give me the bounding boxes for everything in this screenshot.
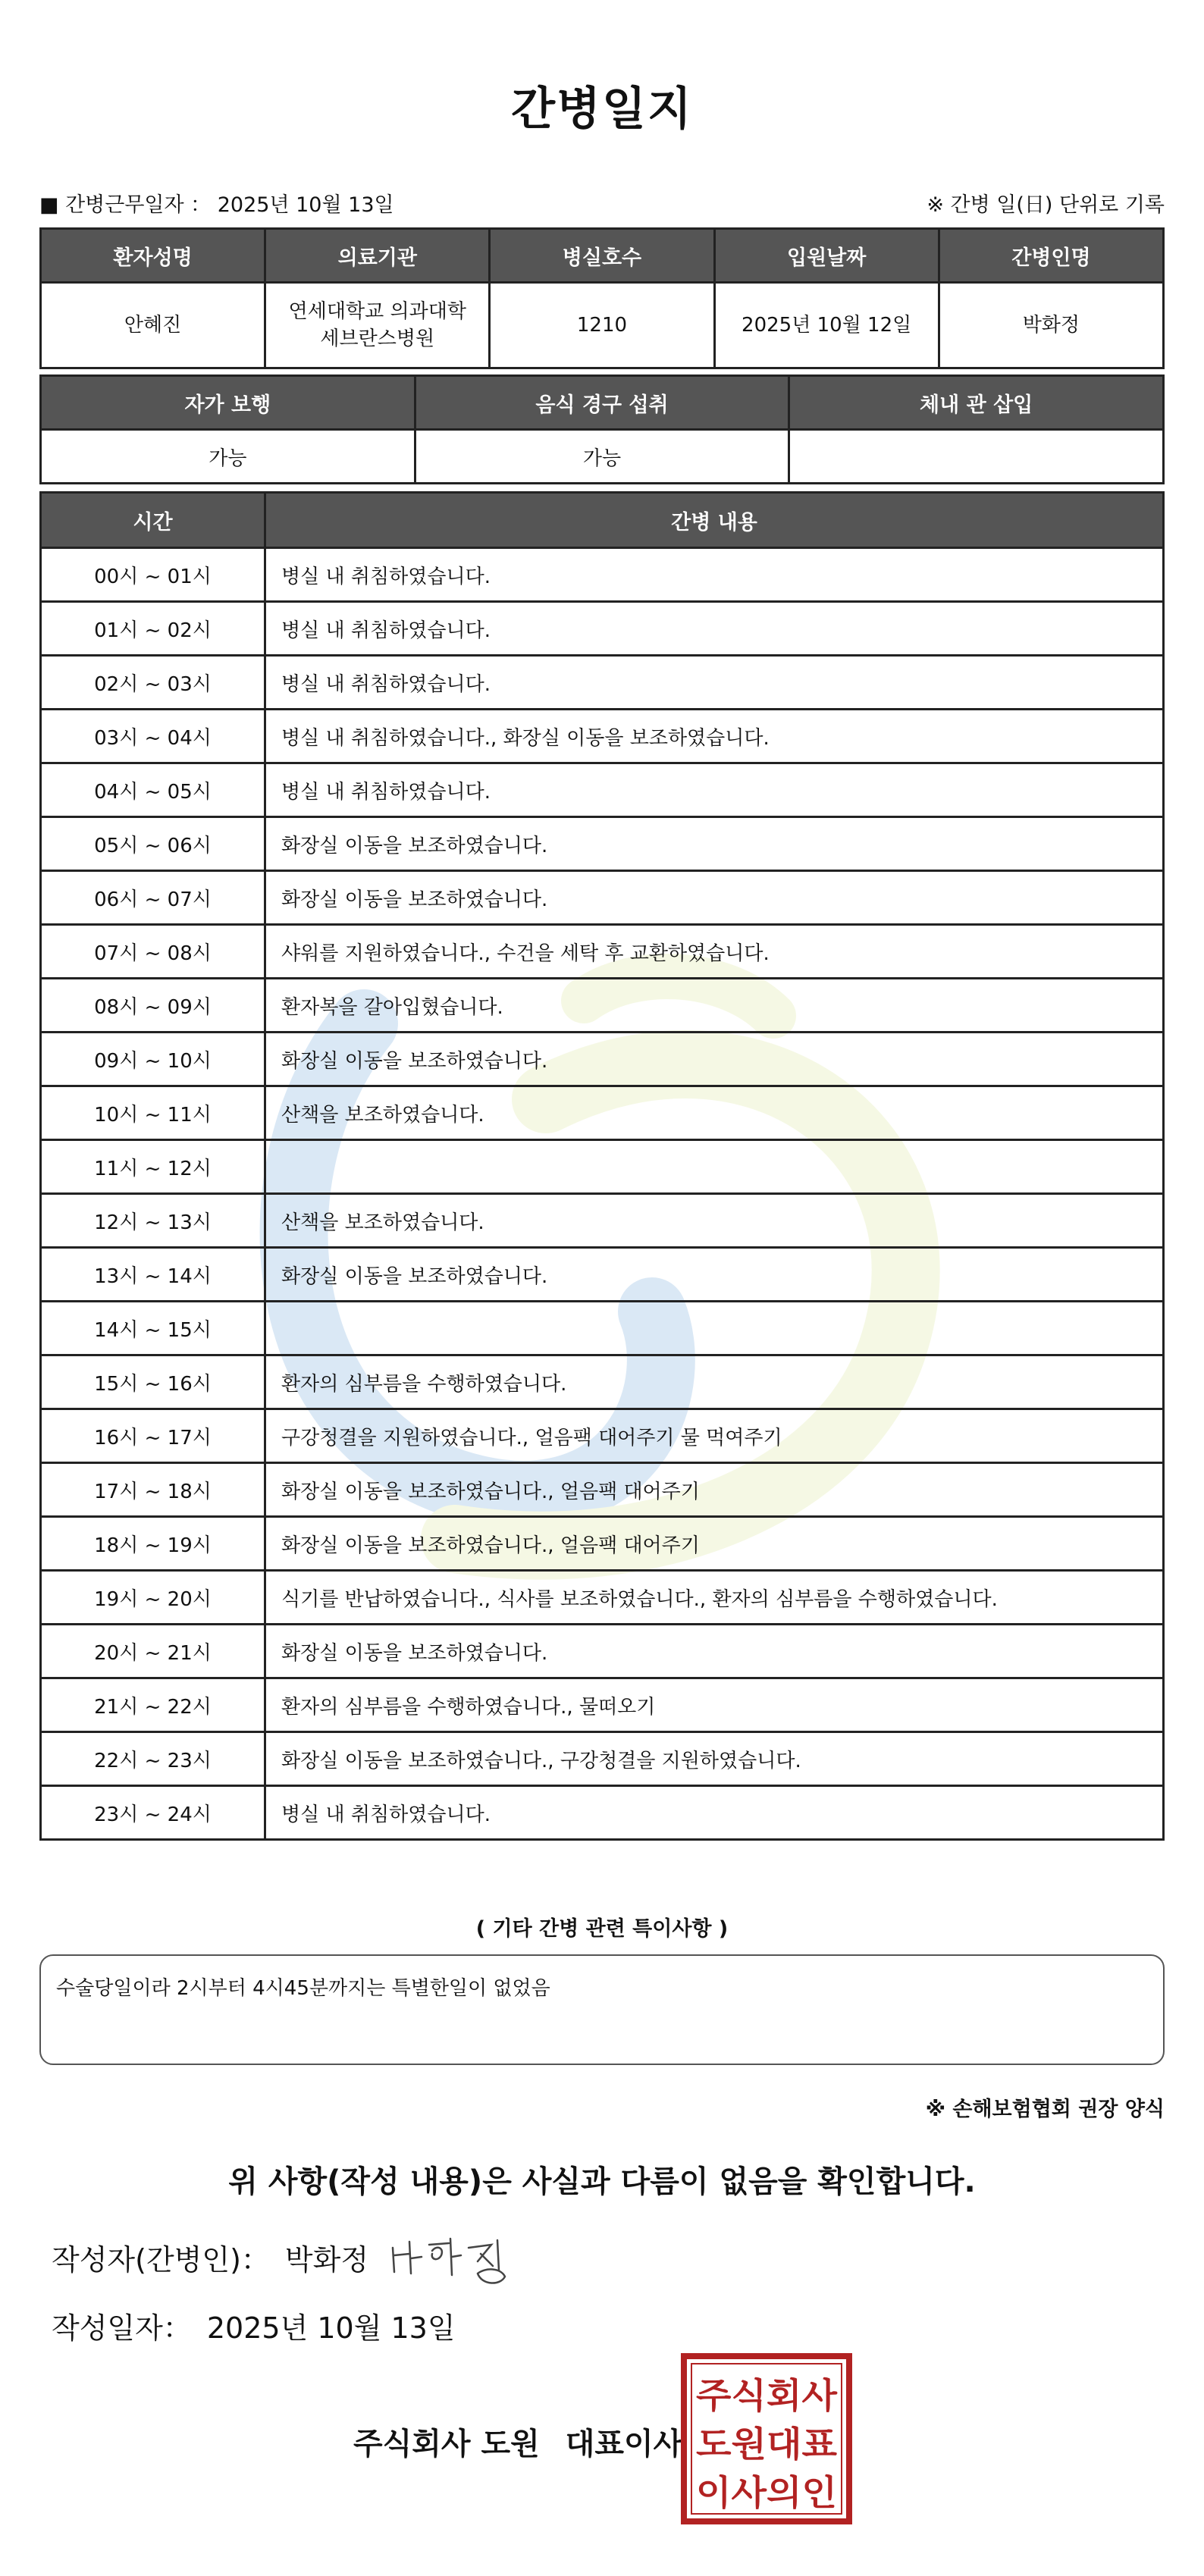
care-log-time: 17시 ~ 18시 [41,1463,265,1517]
unit-note: ※ 간병 일(日) 단위로 기록 [927,193,1165,217]
company-name: 주식회사 도원 [353,2427,540,2462]
care-log-content: 환자의 심부름을 수행하였습니다. [265,1355,1164,1409]
care-log-header-row [41,493,1164,548]
author-name: 박화정 [284,2243,369,2277]
care-log-content: 화장실 이동을 보조하였습니다., 얼음팩 대어주기 [265,1463,1164,1517]
care-log-row [41,1355,1164,1409]
care-log-row [41,925,1164,979]
care-log-time: 02시 ~ 03시 [41,656,265,710]
care-log-content: 병실 내 취침하였습니다. [265,763,1164,817]
form-note: ※ 손해보험협회 권장 양식 [925,2098,1165,2121]
seal-line-2: 도원대표 [696,2424,838,2465]
care-log-row [41,871,1164,925]
patient-status-table [39,374,1165,484]
header-institution: 의료기관 [265,229,490,283]
remarks-box [39,1954,1165,2065]
care-log-row [41,1678,1164,1732]
seal-line-3: 이사의인 [696,2472,837,2513]
care-log-content: 식기를 반납하였습니다., 식사를 보조하였습니다., 환자의 심부름을 수행하였습니다. [265,1571,1164,1625]
care-log-row [41,979,1164,1033]
care-log-time: 15시 ~ 16시 [41,1355,265,1409]
care-log-content: 병실 내 취침하였습니다. [265,656,1164,710]
care-log-content: 화장실 이동을 보조하였습니다. [265,871,1164,925]
header-time: 시간 [41,493,265,548]
header-content: 간병 내용 [265,493,1164,548]
document-title: 간병일지 [511,83,693,136]
institution-line1: 연세대학교 의과대학 [288,300,466,323]
admission-date: 2025년 10월 12일 [714,283,939,368]
care-log-content: 구강청결을 지원하였습니다., 얼음팩 대어주기 물 먹여주기 [265,1409,1164,1463]
care-log-time: 03시 ~ 04시 [41,710,265,763]
care-log-time: 13시 ~ 14시 [41,1248,265,1302]
care-log-content: 환자의 심부름을 수행하였습니다., 물떠오기 [265,1678,1164,1732]
care-log-content: 산책을 보조하였습니다. [265,1194,1164,1248]
patient-status-header-row [41,376,1164,430]
care-log-table [39,491,1165,1841]
header-tube: 체내 관 삽입 [789,376,1164,430]
remarks-heading: ( 기타 간병 관련 특이사항 ) [475,1917,729,1941]
care-log-row [41,656,1164,710]
header-patient-name: 환자성명 [41,229,265,283]
care-log-row [41,602,1164,656]
work-date: ■ 간병근무일자 ： 2025년 10월 13일 [39,193,394,217]
care-log-time: 16시 ~ 17시 [41,1409,265,1463]
written-date-row [52,2305,456,2346]
company-rep: 대표이사 [565,2427,683,2462]
header-oral-intake: 음식 경구 섭취 [415,376,789,430]
care-log-row [41,1140,1164,1194]
patient-info-table [39,227,1165,369]
care-log-time: 09시 ~ 10시 [41,1033,265,1086]
care-log-content: 샤워를 지원하였습니다., 수건을 세탁 후 교환하였습니다. [265,925,1164,979]
care-log-row [41,1033,1164,1086]
care-log-row [41,1248,1164,1302]
care-log-content [265,1302,1164,1355]
header-walking: 자가 보행 [41,376,415,430]
care-log-time: 00시 ~ 01시 [41,548,265,602]
walking-value: 가능 [41,430,415,484]
header-caregiver-name: 간병인명 [939,229,1163,283]
care-log-time: 21시 ~ 22시 [41,1678,265,1732]
care-log-row [41,1517,1164,1571]
care-log-content: 병실 내 취침하였습니다. [265,1786,1164,1840]
room-number: 1210 [490,283,714,368]
care-log-time: 12시 ~ 13시 [41,1194,265,1248]
care-log-row [41,1571,1164,1625]
care-log-content: 화장실 이동을 보조하였습니다. [265,1033,1164,1086]
patient-status-row [41,430,1164,484]
care-log-row [41,763,1164,817]
patient-name: 안혜진 [41,283,265,368]
oral-intake-value: 가능 [415,430,789,484]
caregiver-name: 박화정 [939,283,1163,368]
institution-line2: 세브란스병원 [320,327,435,350]
care-log-row [41,1194,1164,1248]
care-log-row [41,710,1164,763]
care-log-time: 19시 ~ 20시 [41,1571,265,1625]
care-log-content: 환자복을 갈아입혔습니다. [265,979,1164,1033]
care-log-time: 10시 ~ 11시 [41,1086,265,1140]
confirmation-statement: 위 사항(작성 내용)은 사실과 다름이 없음을 확인합니다. [228,2164,976,2199]
institution [265,283,490,368]
company-signature-line [353,2420,682,2463]
care-log-content: 병실 내 취침하였습니다. [265,548,1164,602]
tube-value [789,430,1164,484]
care-log-content: 병실 내 취침하였습니다., 화장실 이동을 보조하였습니다. [265,710,1164,763]
author-row [52,2236,368,2278]
care-log-time: 22시 ~ 23시 [41,1732,265,1786]
care-log-content: 화장실 이동을 보조하였습니다., 구강청결을 지원하였습니다. [265,1732,1164,1786]
header-admission-date: 입원날짜 [714,229,939,283]
care-log-row [41,1786,1164,1840]
care-log-time: 06시 ~ 07시 [41,871,265,925]
header-room: 병실호수 [490,229,714,283]
care-log-row [41,1732,1164,1786]
care-log-content: 산책을 보조하였습니다. [265,1086,1164,1140]
care-log-time: 18시 ~ 19시 [41,1517,265,1571]
care-log-time: 14시 ~ 15시 [41,1302,265,1355]
care-log-time: 01시 ~ 02시 [41,602,265,656]
patient-info-header-row [41,229,1164,283]
seal-line-1: 주식회사 [696,2375,838,2416]
care-log-time: 05시 ~ 06시 [41,817,265,871]
handwritten-signature [387,2225,523,2293]
care-log-content: 병실 내 취침하였습니다. [265,602,1164,656]
care-log-time: 07시 ~ 08시 [41,925,265,979]
care-log-content: 화장실 이동을 보조하였습니다. [265,817,1164,871]
care-log-body [41,548,1164,1840]
care-log-row [41,1625,1164,1678]
care-log-time: 04시 ~ 05시 [41,763,265,817]
care-log-row [41,1463,1164,1517]
remarks-text: 수술당일이라 2시부터 4시45분까지는 특별한일이 없었음 [56,1977,550,2000]
care-log-content [265,1140,1164,1194]
care-log-time: 23시 ~ 24시 [41,1786,265,1840]
care-log-time: 11시 ~ 12시 [41,1140,265,1194]
care-log-row [41,1086,1164,1140]
patient-info-row [41,283,1164,368]
written-date-value: 2025년 10월 13일 [206,2311,456,2345]
care-log-row [41,1302,1164,1355]
care-log-time: 20시 ~ 21시 [41,1625,265,1678]
care-log-row [41,548,1164,602]
written-date-label: 작성일자： [52,2311,192,2345]
company-seal-icon [681,2353,852,2524]
care-log-row [41,817,1164,871]
care-log-row [41,1409,1164,1463]
author-label: 작성자(간병인)： [52,2243,270,2277]
care-log-time: 08시 ~ 09시 [41,979,265,1033]
care-log-content: 화장실 이동을 보조하였습니다. [265,1625,1164,1678]
care-log-content: 화장실 이동을 보조하였습니다., 얼음팩 대어주기 [265,1517,1164,1571]
care-log-content: 화장실 이동을 보조하였습니다. [265,1248,1164,1302]
